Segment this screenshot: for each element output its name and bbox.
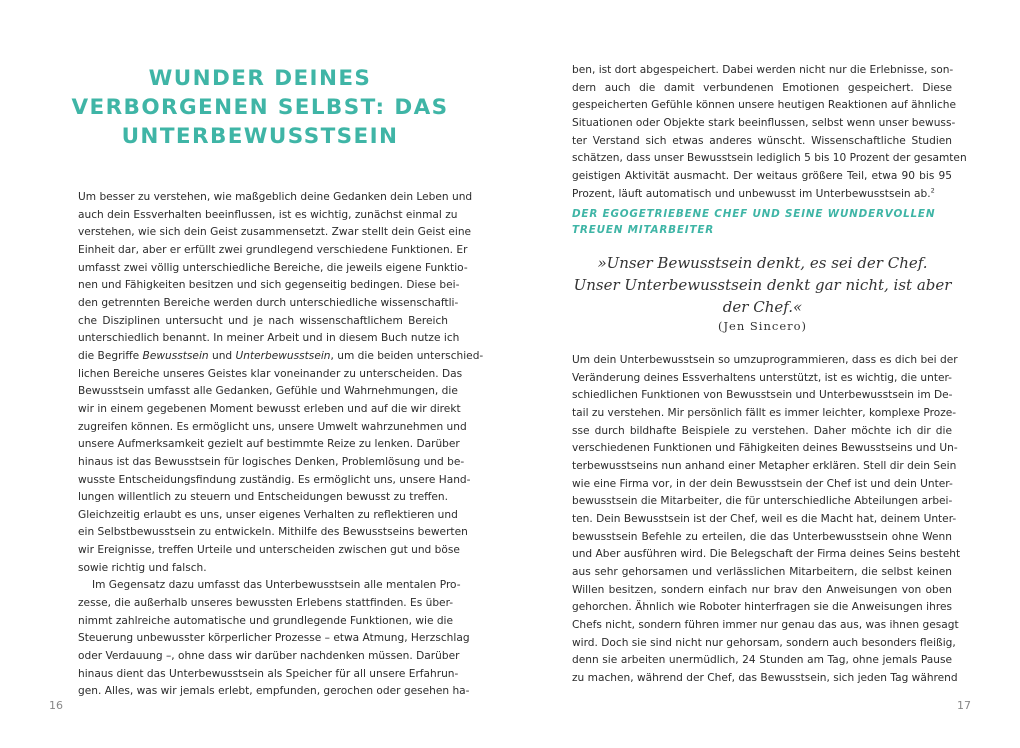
text-line: ben, ist dort abgespeichert. Dabei werden nicht nur die Erlebnisse, son-	[572, 64, 954, 76]
paragraph	[78, 577, 470, 701]
footnote-marker[interactable]: 2	[930, 186, 935, 195]
text-line: Chefs nicht, sondern führen immer nur genau das aus, was ihnen gesagt	[572, 618, 959, 631]
text-line: oder Verdauung –, ohne dass wir darüber nachdenken müssen. Darüber	[78, 650, 460, 663]
text-line: unterschiedlich benannt. In meiner Arbeit und in diesem Buch nutze ich	[78, 332, 460, 345]
quote	[570, 252, 955, 318]
text-line: wir Ereignisse, treffen Urteile und unterscheiden zwischen gut und böse	[78, 544, 460, 557]
page-number: 17	[957, 699, 971, 712]
text-line: Prozent, läuft automatisch und unbewusst im Unterbewusstsein ab.$^2$	[572, 186, 935, 200]
text-line: schiedlichen Funktionen von Bewusstsein und Unterbewusstsein im De-	[572, 389, 953, 402]
chapter-title-line: UNTERBEWUSSTSEIN	[121, 124, 399, 149]
quote-line: »Unser Bewusstsein denkt, es sei der Chef.	[597, 254, 928, 272]
section-subheading	[572, 206, 952, 238]
chapter-title-line: WUNDER DEINES	[148, 66, 372, 91]
quote-line: Unser Unterbewusstsein denkt gar nicht, ist aber	[573, 276, 952, 294]
subheading-line: DER EGOGETRIEBENE CHEF UND SEINE WUNDERVOLLEN	[572, 208, 936, 220]
text-line: Gleichzeitig erlaubt es uns, unser eigenes Verhalten zu reflektieren und	[78, 508, 458, 521]
chapter-title-line: VERBORGENEN SELBST: DAS	[71, 95, 449, 120]
text-line: den getrennten Bereiche werden durch unterschiedliche wissenschaftli-	[78, 296, 459, 309]
text-line: Situationen oder Objekte stark beeinflussen, selbst wenn unser bewuss-	[572, 116, 956, 129]
text-line: Um dein Unterbewusstsein so umzuprogrammieren, dass es dich bei der	[572, 354, 958, 366]
text-line: aus sehr gehorsamen und verlässlichen Mitarbeitern, die selbst keinen	[572, 565, 952, 578]
text-line: umfasst zwei völlig unterschiedliche Bereiche, die jeweils eigene Funktio-	[78, 261, 468, 274]
text-line: bewusstsein die Mitarbeiter, die für unterschiedliche Abteilungen arbei-	[572, 495, 953, 508]
text-line: bewusstsein Befehle zu erteilen, die das Unterbewusstsein ohne Wenn	[572, 530, 952, 543]
text-line: unsere Aufmerksamkeit gezielt auf bestimmte Reize zu lenken. Darüber	[78, 438, 460, 451]
text-line: gen. Alles, was wir jemals erlebt, empfunden, gerochen oder gesehen ha-	[78, 685, 470, 698]
text-line: wusste Entscheidungsfindung zuständig. Es ermöglicht uns, unsere Hand-	[78, 473, 471, 486]
text-line: sowie richtig und falsch.	[78, 561, 207, 574]
text-line: terbewusstseins nun anhand einer Metapher erklären. Stell dir dein Sein	[572, 459, 957, 472]
text-line: gehorchen. Ähnlich wie Roboter hinterfragen sie die Anweisungen ihres	[572, 601, 952, 614]
text-line: sse durch bildhafte Beispiele zu verstehen. Daher möchte ich dir die	[572, 424, 952, 437]
text-line: zugreifen können. Es ermöglicht uns, unsere Umwelt wahrzunehmen und	[78, 420, 467, 433]
text-line: Willen besitzen, sondern einfach nur brav den Anweisungen von oben	[572, 583, 952, 596]
text-line: hinaus ist das Bewusstsein für logisches Denken, Problemlösung und be-	[78, 455, 465, 468]
chapter-title	[70, 64, 450, 151]
text-line: die Begriffe Bewusstsein und Unterbewusstsein, um die beiden unterschied-	[78, 349, 484, 362]
left-body-text	[78, 189, 484, 701]
text-line: ein Selbstbewusstsein zu entwickeln. Mithilfe des Bewusstseins bewerten	[78, 526, 468, 539]
right-page	[510, 0, 1020, 748]
text-line: gespeicherten Gefühle können unsere heutigen Reaktionen auf ähnliche	[572, 99, 957, 112]
subheading-line: TREUEN MITARBEITER	[572, 224, 715, 236]
text-line: zu machen, während der Chef, das Bewusstsein, sich jeden Tag während	[572, 671, 958, 684]
text-line: Einheit dar, aber er erfüllt zwei grundlegend verschiedene Funktionen. Er	[78, 243, 468, 256]
text-line: wird. Doch sie sind nicht nur gehorsam, sondern auch besonders fleißig,	[572, 636, 956, 649]
text-line: geistigen Aktivität ausmacht. Der weitaus größere Teil, etwa 90 bis 95	[572, 169, 952, 182]
text-line: hinaus dient das Unterbewusstsein als Speicher für all unsere Erfahrun-	[78, 667, 459, 680]
text-line: verstehen, wie sich dein Geist zusammensetzt. Zwar stellt dein Geist eine	[78, 226, 472, 239]
right-body-text-bottom	[572, 352, 961, 687]
text-line: ter Verstand sich etwas anderes wünscht. Wissenschaftliche Studien	[572, 134, 952, 147]
text-line: tail zu verstehen. Mir persönlich fällt es immer leichter, komplexe Proze-	[572, 406, 957, 419]
paragraph	[572, 62, 967, 203]
paragraph	[572, 352, 961, 687]
right-body-text-top	[572, 62, 967, 203]
text-line: und Aber ausführen wird. Die Belegschaft der Firma deines Seins besteht	[572, 548, 961, 561]
text-line: lichen Bereiche unseres Geistes klar voneinander zu unterscheiden. Das	[78, 367, 463, 380]
text-line: denn sie arbeiten unermüdlich, 24 Stunden am Tag, ohne jemals Pause	[572, 654, 952, 667]
text-line: wir in einem gegebenen Moment bewusst erleben und auf die wir direkt	[78, 402, 461, 415]
text-line: ten. Dein Bewusstsein ist der Chef, weil es die Macht hat, deinem Unter-	[572, 512, 957, 525]
text-line: zesse, die außerhalb unseres bewussten Erlebens stattfinden. Es über-	[78, 597, 454, 610]
text-line: verschiedenen Funktionen und Fähigkeiten deines Bewusstseins und Un-	[572, 442, 958, 455]
text-line: Veränderung deines Essverhaltens unterstützt, ist es wichtig, die unter-	[572, 371, 952, 384]
page-number: 16	[49, 699, 63, 712]
text-line: nen und Fähigkeiten besitzen und sich gegenseitig bedingen. Diese bei-	[78, 279, 460, 292]
text-line: dern auch die damit verbundenen Emotionen gespeichert. Diese	[572, 81, 952, 94]
text-line: lungen willentlich zu steuern und Entscheidungen bewusst zu treffen.	[78, 491, 448, 504]
text-line: Im Gegensatz dazu umfasst das Unterbewusstsein alle mentalen Pro-	[92, 579, 461, 592]
text-line: wie eine Firma vor, in der dein Bewusstsein der Chef ist und dein Unter-	[572, 477, 953, 490]
paragraph	[78, 189, 484, 577]
text-line: Steuerung unbewusster körperlicher Prozesse – etwa Atmung, Herzschlag	[78, 632, 470, 645]
text-line: auch dein Essverhalten beeinflussen, ist es wichtig, zunächst einmal zu	[78, 208, 458, 221]
quote-line: der Chef.«	[722, 298, 803, 316]
quote-author: (Jen Sincero)	[717, 319, 808, 333]
text-line: schätzen, dass unser Bewusstsein lediglich 5 bis 10 Prozent der gesamten	[572, 152, 967, 165]
text-line: Um besser zu verstehen, wie maßgeblich deine Gedanken dein Leben und	[78, 191, 473, 203]
text-line: nimmt zahlreiche automatische und grundlegende Funktionen, wie die	[78, 614, 454, 627]
text-line: che Disziplinen untersucht und je nach wissenschaftlichem Bereich	[78, 314, 448, 327]
text-line: Bewusstsein umfasst alle Gedanken, Gefühle und Wahrnehmungen, die	[78, 385, 458, 398]
